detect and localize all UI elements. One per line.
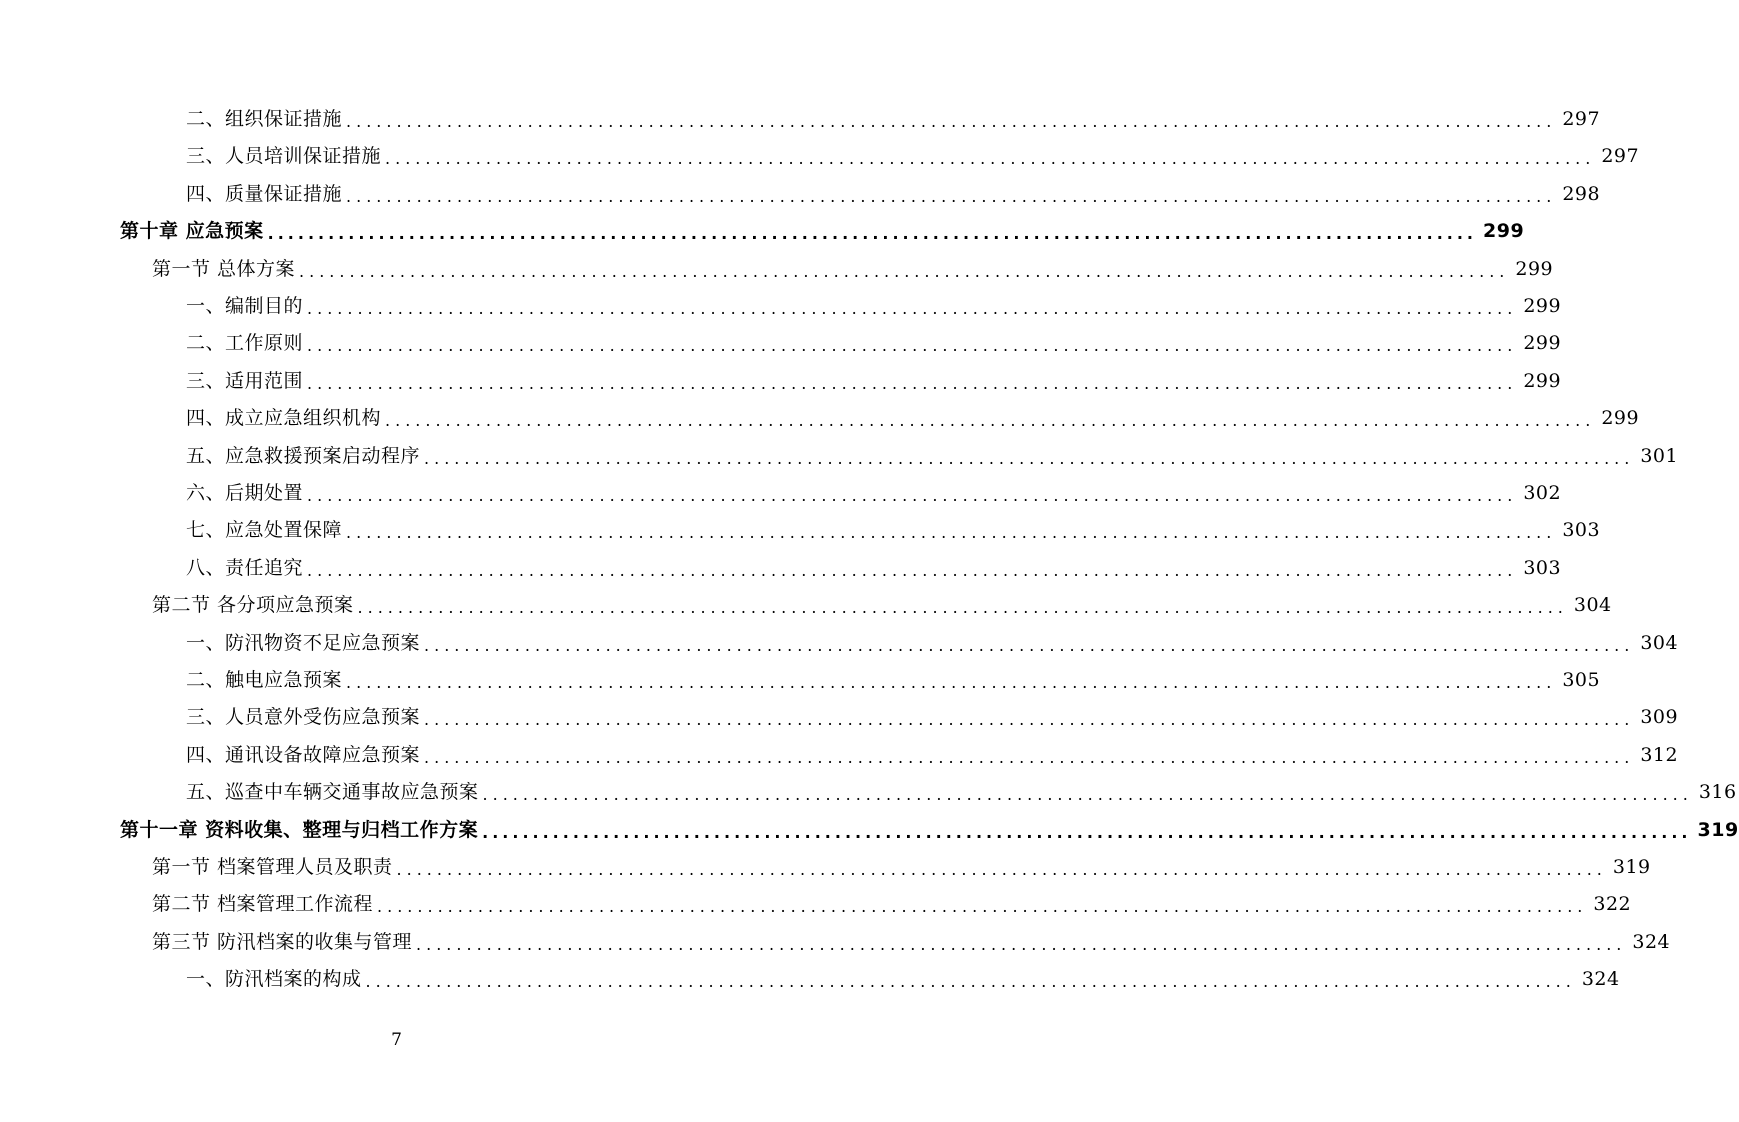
dot-leader: ........................................................................................................................	[377, 897, 1588, 917]
dot-leader: ........................................................................................................................	[357, 598, 1568, 618]
toc-entry-label: 六、后期处置	[186, 482, 304, 504]
toc-entry-page: 299	[1601, 407, 1640, 430]
toc-entry[interactable]	[186, 699, 1679, 735]
dot-leader: ........................................................................................................................	[307, 560, 1518, 580]
toc-entry-page: 297	[1601, 145, 1640, 168]
toc-entry[interactable]	[186, 512, 1601, 548]
toc-entry[interactable]	[152, 587, 1612, 623]
toc-entry[interactable]	[186, 325, 1562, 361]
toc-entry[interactable]	[186, 288, 1562, 324]
dot-leader: ........................................................................................................................	[416, 934, 1627, 954]
footer-page-number: 7	[391, 1030, 402, 1050]
toc-entry-label: 三、适用范围	[186, 369, 304, 392]
toc-entry-page: 305	[1562, 669, 1601, 691]
dot-leader: ........................................................................................................................	[365, 972, 1576, 992]
toc-entry-page: 299	[1523, 295, 1562, 317]
dot-leader: ........................................................................................................................	[346, 523, 1557, 543]
toc-entry-page: 304	[1640, 631, 1679, 654]
toc-entry-page: 309	[1640, 706, 1679, 729]
toc-entry-page: 303	[1523, 556, 1562, 579]
toc-entry[interactable]	[186, 961, 1620, 997]
toc-entry-page: 322	[1593, 893, 1632, 916]
toc-entry[interactable]	[186, 438, 1679, 474]
toc-entry-page: 299	[1523, 332, 1562, 355]
toc-entry-page: 299	[1483, 220, 1525, 243]
toc-entry-label: 第三节 防汛档案的收集与管理	[152, 930, 413, 953]
toc-entry-label: 三、人员意外受伤应急预案	[186, 706, 421, 729]
toc-entry-page: 302	[1523, 482, 1562, 504]
dot-leader: ........................................................................................................................	[307, 373, 1518, 393]
dot-leader: ........................................................................................................................	[424, 710, 1635, 730]
dot-leader: ........................................................................................................................	[307, 486, 1518, 505]
toc-entry[interactable]	[120, 213, 1525, 249]
toc-entry-label: 二、工作原则	[186, 332, 304, 355]
dot-leader: ........................................................................................................................	[396, 860, 1607, 879]
dot-leader: ........................................................................................................................	[307, 336, 1518, 356]
toc-entry[interactable]	[186, 101, 1601, 137]
toc-entry-label: 一、编制目的	[186, 295, 304, 317]
toc-entry-label: 五、应急救援预案启动程序	[186, 444, 421, 467]
toc-entry-label: 第一节 总体方案	[152, 257, 296, 280]
toc-entry-page: 319	[1697, 818, 1739, 841]
dot-leader: ........................................................................................................................	[424, 747, 1635, 767]
toc-entry-page: 304	[1573, 594, 1612, 617]
dot-leader: ........................................................................................................................	[346, 673, 1557, 692]
toc-entry-page: 299	[1523, 369, 1562, 392]
toc-entry[interactable]	[186, 138, 1640, 174]
toc-entry-label: 四、成立应急组织机构	[186, 407, 382, 430]
toc-entry-page: 303	[1562, 519, 1601, 542]
toc-entry[interactable]	[186, 737, 1679, 773]
toc-entry[interactable]	[152, 251, 1554, 287]
toc-entry-page: 297	[1562, 108, 1601, 130]
toc-entry[interactable]	[186, 662, 1601, 698]
toc-entry-label: 一、防汛档案的构成	[186, 968, 362, 991]
toc-entry-page: 324	[1581, 968, 1620, 991]
toc-entry-page: 324	[1632, 930, 1671, 953]
dot-leader: ........................................................................................................................	[424, 635, 1635, 655]
toc-entry[interactable]	[152, 849, 1651, 885]
toc-entry[interactable]	[120, 812, 1739, 848]
toc-entry-label: 七、应急处置保障	[186, 519, 343, 542]
toc-entry-label: 二、组织保证措施	[186, 108, 343, 130]
toc-entry[interactable]	[186, 176, 1601, 212]
toc-entry-page: 312	[1640, 743, 1679, 766]
toc-entry[interactable]	[152, 924, 1671, 960]
toc-entry-page: 316	[1698, 781, 1737, 804]
toc-entry-label: 五、巡查中车辆交通事故应急预案	[186, 781, 479, 804]
toc-entry-label: 第一节 档案管理人员及职责	[152, 856, 393, 878]
dot-leader: ........................................................................................................................	[299, 261, 1510, 281]
dot-leader: ........................................................................................................................	[482, 785, 1693, 805]
toc-entry[interactable]	[186, 363, 1562, 399]
dot-leader: ........................................................................................................................	[385, 411, 1596, 431]
dot-leader: ........................................................................................................................	[267, 224, 1477, 244]
dot-leader: ........................................................................................................................	[424, 448, 1635, 468]
toc-entry[interactable]	[186, 550, 1562, 586]
toc-entry[interactable]	[186, 625, 1679, 661]
dot-leader: ........................................................................................................................	[307, 299, 1518, 318]
toc-entry-label: 第二节 档案管理工作流程	[152, 893, 374, 916]
toc-entry-page: 299	[1515, 257, 1554, 280]
dot-leader: ........................................................................................................................	[346, 186, 1557, 206]
toc-entry-label: 第十章 应急预案	[120, 220, 264, 243]
toc-entry-label: 一、防汛物资不足应急预案	[186, 631, 421, 654]
toc-entry[interactable]	[186, 774, 1737, 810]
dot-leader: ........................................................................................................................	[482, 822, 1692, 842]
toc-entry-label: 四、通讯设备故障应急预案	[186, 743, 421, 766]
toc-entry[interactable]	[152, 886, 1632, 922]
dot-leader: ........................................................................................................................	[346, 112, 1557, 131]
toc-entry-label: 第二节 各分项应急预案	[152, 594, 354, 617]
toc-entry-label: 第十一章 资料收集、整理与归档工作方案	[120, 818, 479, 841]
toc-entry-page: 301	[1640, 444, 1679, 467]
toc-entry-page: 319	[1612, 856, 1651, 878]
dot-leader: ........................................................................................................................	[385, 149, 1596, 169]
toc-entry[interactable]	[186, 400, 1640, 436]
toc-entry-label: 二、触电应急预案	[186, 669, 343, 691]
toc-entry-label: 三、人员培训保证措施	[186, 145, 382, 168]
toc-entry-label: 八、责任追究	[186, 556, 304, 579]
toc-entry-page: 298	[1562, 182, 1601, 205]
toc-entry-label: 四、质量保证措施	[186, 182, 343, 205]
toc-entry[interactable]	[186, 475, 1562, 511]
